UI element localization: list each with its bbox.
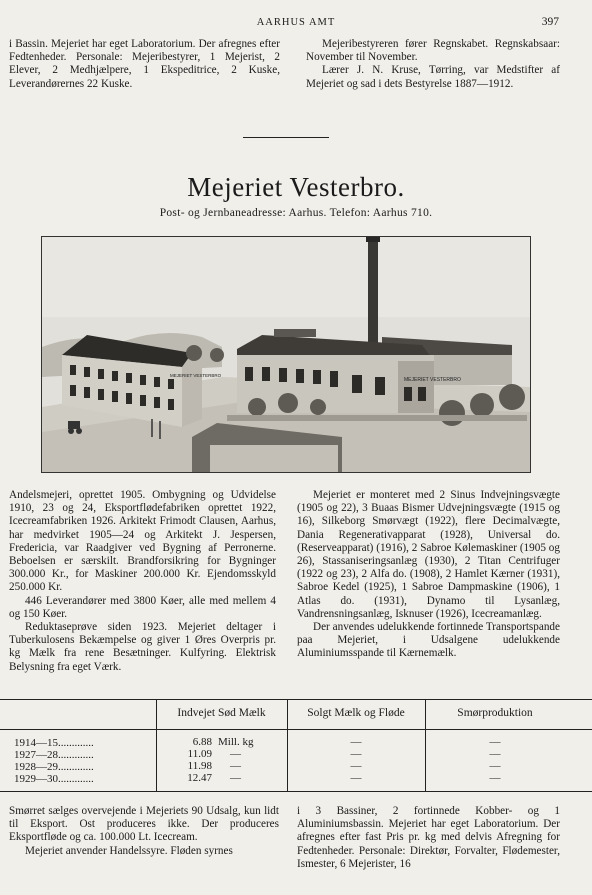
page-number: 397: [541, 16, 559, 28]
table-header-butter: Smørproduktion: [457, 707, 533, 719]
entry-address: Post- og Jernbaneadresse: Aarhus. Telefon: Aarhus 710.: [159, 207, 433, 219]
table-row: [0, 761, 592, 773]
running-title: AARHUS AMT: [256, 17, 336, 28]
row-sold: —: [350, 760, 362, 772]
factory-sign: MEJERIET VESTERBRO: [404, 377, 461, 383]
table-row: [0, 749, 592, 761]
bottom-right-column: [297, 805, 560, 871]
body-left-column: [9, 489, 276, 674]
row-year: 1929—30.............: [14, 773, 94, 785]
building-sign: MEJERIET VESTERBRO: [170, 373, 222, 378]
top-right-column: [306, 38, 560, 91]
table-body: [0, 737, 592, 785]
dairy-illustration: [42, 237, 530, 472]
table-bottom-rule: [0, 791, 592, 792]
row-year: 1927—28.............: [14, 749, 94, 761]
row-butter: —: [489, 736, 501, 748]
dairy-photo: [41, 236, 531, 473]
table-top-rule: [0, 699, 592, 700]
paragraph: i 3 Bassiner, 2 fortinnede Kobber- og 1 Aluminiumsbassin. Mejeriet har eget Laboratorium. Der afregnes efter fast Pris pr. kg med delvis Afregning for Fedtenheder. Personale: Direktør, Forvalter, Flødemester, Ismester, 6 Mejerister, 16: [297, 805, 560, 870]
table-header-rule: [0, 729, 592, 730]
paragraph: Lærer J. N. Kruse, Tørring, var Medstifter af Mejeriet og sad i dets Bestyrelse 1887—1912.: [306, 64, 560, 90]
row-unit: Mill. kg: [218, 736, 254, 748]
bottom-left-column: [9, 805, 279, 858]
entry-title: Mejeriet Vesterbro.: [187, 172, 405, 202]
row-sold: —: [350, 748, 362, 760]
row-butter: —: [489, 772, 501, 784]
table-header-sold: Solgt Mælk og Fløde: [307, 707, 405, 719]
row-milk: 11.09: [187, 748, 212, 760]
table-header-milk: Indvejet Sød Mælk: [177, 707, 266, 719]
top-left-column: [9, 38, 280, 91]
row-sold: —: [350, 772, 362, 784]
body-right-column: [297, 489, 560, 661]
paragraph: Andelsmejeri, oprettet 1905. Ombygning og Udvidelse 1910, 23 og 24, Eksportflødefabriken oprettet 1922, Icecreamfabriken 1926. Arkitekt Frimodt Clausen, Aarhus, har medvirket 1905—24 og Arkitekt J. Jespersen, Fredericia, var Raadgiver ved Bygning af Perronerne. Beboelsen er særskilt. Brandforsikring for Bygninger 300.000 Kr., for Maskiner 200.000 Kr. Ejendomsskyld 250.000 Kr.: [9, 489, 276, 594]
row-unit: —: [230, 760, 241, 772]
row-unit: —: [230, 772, 241, 784]
row-sold: —: [350, 736, 362, 748]
paragraph: Der anvendes udelukkende fortinnede Transportspande paa Mejeriet, i Udsalgene udelukkende Aluminiumsspande til Kærnemælk.: [297, 621, 560, 660]
table-row: [0, 737, 592, 749]
table-row: [0, 773, 592, 785]
row-milk: 11.98: [187, 760, 212, 772]
paragraph: Reduktaseprøve siden 1923. Mejeriet deltager i Tuberkulosens Bekæmpelse og giver 1 Øres Overpris pr. kg Mælk fra rene Besætninger. Kulfyring. Elektrisk Belysning fra eget Værk.: [9, 621, 276, 673]
paragraph: Smørret sælges overvejende i Mejeriets 90 Udsalg, kun lidt til Eksport. Ost produceres ikke. Der produceres Eksportfløde og ca. 100.000 Lt. Icecream.: [9, 805, 279, 844]
row-milk: 6.88: [192, 736, 212, 748]
row-year: 1914—15.............: [14, 737, 94, 749]
row-unit: —: [230, 748, 241, 760]
row-year: 1928—29.............: [14, 761, 94, 773]
row-milk: 12.47: [187, 772, 212, 784]
paragraph: 446 Leverandører med 3800 Køer, alle med mellem 4 og 150 Køer.: [9, 594, 276, 620]
section-divider: [243, 137, 329, 138]
paragraph: Mejeriet anvender Handelssyre. Fløden syrnes: [25, 844, 233, 857]
row-butter: —: [489, 760, 501, 772]
paragraph: i Bassin. Mejeriet har eget Laboratorium. Der afregnes efter Fedtenheder. Personale: Mejeribestyrer, 1 Mejerist, 2 Elever, 2 Medhjælpere, 1 Ekspeditrice, 2 Kuske, Leverandørernes 22 Kuske.: [9, 38, 280, 90]
page-header: [0, 14, 592, 34]
paragraph: Mejeribestyreren fører Regnskabet. Regnskabsaar: November til November.: [306, 38, 560, 64]
paragraph: Mejeriet er monteret med 2 Sinus Indvejningsvægte (1905 og 22), 3 Buaas Bismer Udvejningsvægte (1915 og 16), Silkeborg Smørvægt (1922), flere Decimalvægte, Dania Regenerativapparat (1928), Universal do. (Reserveapparat) (1916), 2 Sabroe Kølemaskiner (1905 og 26), Stassaniseringsanlæg (1930), 2 Titan Centrifuger (1922 og 23), 2 Alfa do. (1908), 2 Hamlet Kærner (1931), Sabroe Kedel (1925), 1 Sabroe Dampmaskine (1906), 1 Atlas do. (1931), Dynamo til Lysanlæg, Vandrensningsanlæg, Isknuser (1926), Icecreamanlæg.: [297, 489, 560, 620]
row-butter: —: [489, 748, 501, 760]
